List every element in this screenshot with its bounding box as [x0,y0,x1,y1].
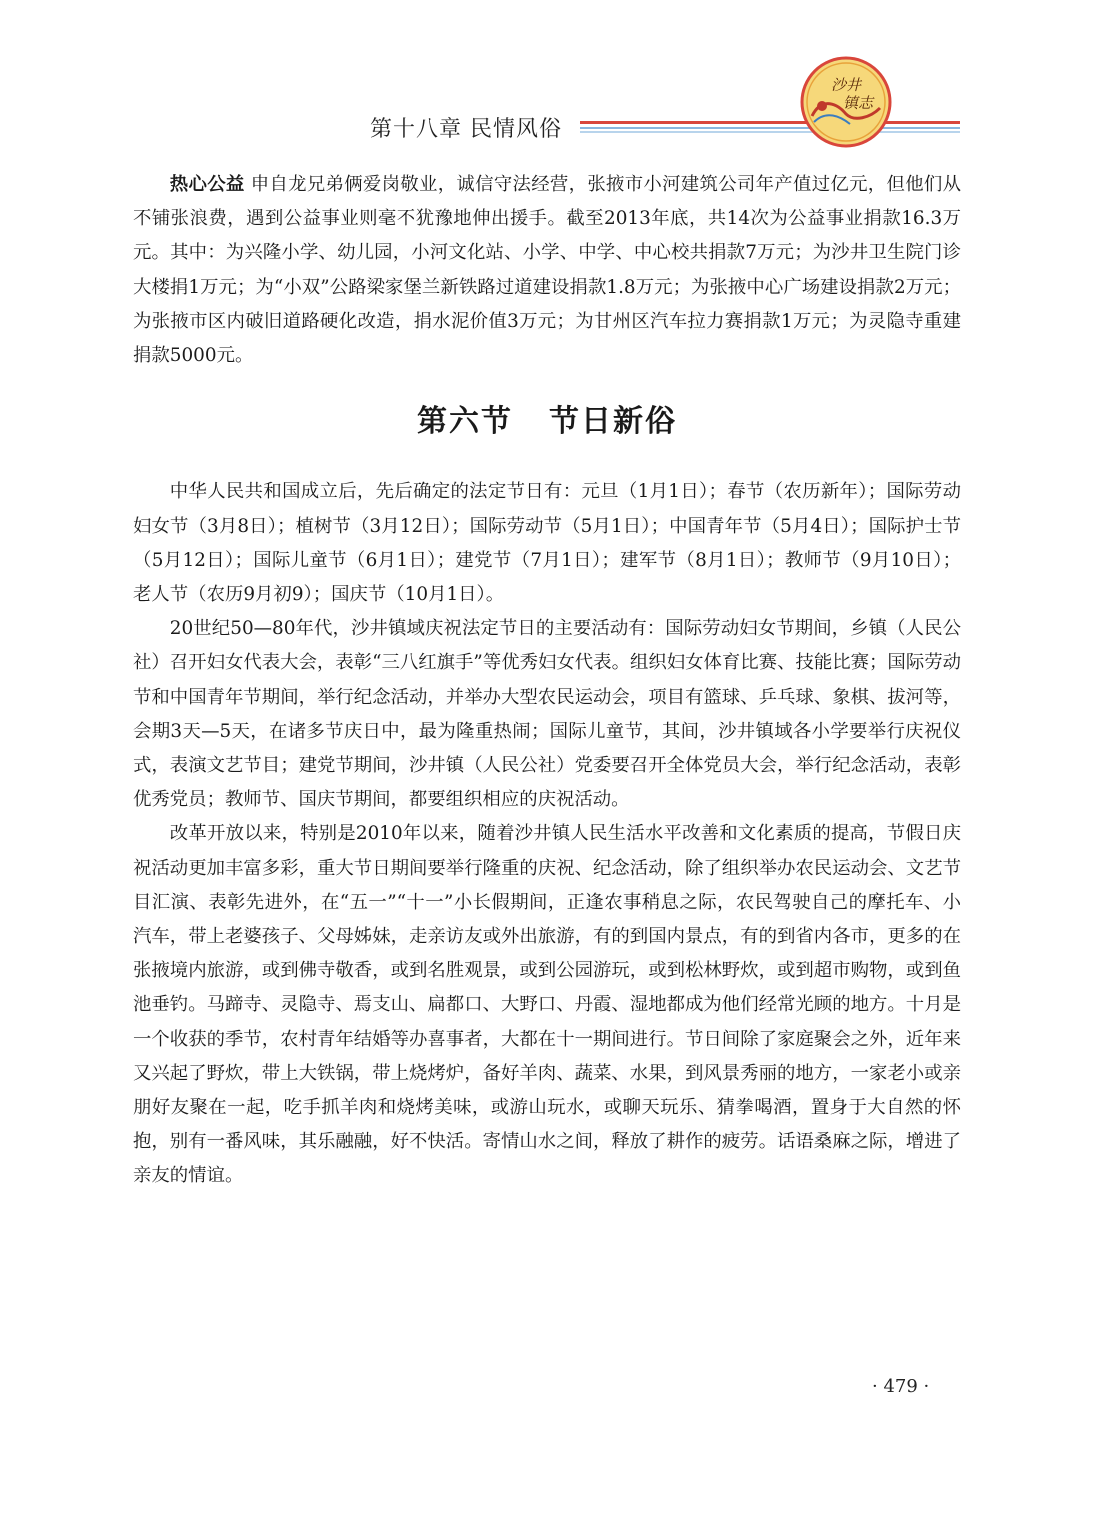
paragraph-lead: 热心公益 [169,174,245,195]
header-rule [580,121,960,135]
section-heading [133,405,961,439]
section-number: 第六节 [417,404,513,440]
seal-text-line1: 沙井 [830,76,862,94]
town-gazetteer-seal-icon [800,56,892,148]
intro-text: 申自龙兄弟俩爱岗敬业，诚信守法经营，张掖市小河建筑公司年产值过亿元，但他们从不铺张浪费，遇到公益事业则毫不犹豫地伸出援手。截至2013年底，共14次为公益事业捐款16.3万元。其中：为兴隆小学、幼儿园，小河文化站、小学、中学、中心校共捐款7万元；为沙井卫生院门诊大楼捐1万元；为“小双”公路梁家堡兰新铁路过道建设捐款1.8万元；为张掖中心广场建设捐款2万元；为张掖市区内破旧道路硬化改造，捐水泥价值3万元；为甘州区汽车拉力赛捐款1万元；为灵隐寺重建捐款5000元。 [133,174,961,367]
header-rule-red [580,121,960,124]
chapter-title: 第十八章 民情风俗 [370,117,562,142]
body-paragraph: 中华人民共和国成立后，先后确定的法定节日有：元旦（1月1日）；春节（农历新年）；国际劳动妇女节（3月8日）；植树节（3月12日）；国际劳动节（5月1日）；中国青年节（5月4日）；国际护士节（5月12日）；国际儿童节（6月1日）；建党节（7月1日）；建军节（8月1日）；教师节（9月10日）；老人节（农历9月初9）；国庆节（10月1日）。 [133,481,961,606]
header-rule-lightblue [580,131,960,133]
body-paragraph: 20世纪50—80年代，沙井镇域庆祝法定节日的主要活动有：国际劳动妇女节期间，乡镇（人民公社）召开妇女代表大会，表彰“三八红旗手”等优秀妇女代表。组织妇女体育比赛、技能比赛；国际劳动节和中国青年节期间，举行纪念活动，并举办大型农民运动会，项目有篮球、乒乓球、象棋、拔河等，会期3天—5天，在诸多节庆日中，最为隆重热闹；国际儿童节，其间，沙井镇域各小学要举行庆祝仪式，表演文艺节目；建党节期间，沙井镇（人民公社）党委要召开全体党员大会，举行纪念活动，表彰优秀党员；教师节、国庆节期间，都要组织相应的庆祝活动。 [133,618,961,811]
header-rule-blue [580,127,960,129]
section-title: 节日新俗 [549,404,677,440]
intro-paragraph [133,168,961,373]
page-header [0,0,1093,150]
body-paragraph: 改革开放以来，特别是2010年以来，随着沙井镇人民生活水平改善和文化素质的提高，节假日庆祝活动更加丰富多彩，重大节日期间要举行隆重的庆祝、纪念活动，除了组织举办农民运动会、文艺节目汇演、表彰先进外，在“五一”“十一”小长假期间，正逢农事稍息之际，农民驾驶自己的摩托车、小汽车，带上老婆孩子、父母姊妹，走亲访友或外出旅游，有的到国内景点，有的到省内各市，更多的在张掖境内旅游，或到佛寺敬香，或到名胜观景，或到公园游玩，或到松林野炊，或到超市购物，或到鱼池垂钓。马蹄寺、灵隐寺、焉支山、扁都口、大野口、丹霞、湿地都成为他们经常光顾的地方。十月是一个收获的季节，农村青年结婚等办喜事者，大都在十一期间进行。节日间除了家庭聚会之外，近年来又兴起了野炊，带上大铁锅，带上烧烤炉，备好羊肉、蔬菜、水果，到风景秀丽的地方，一家老小或亲朋好友聚在一起，吃手抓羊肉和烧烤美味，或游山玩水，或聊天玩乐、猜拳喝酒，置身于大自然的怀抱，别有一番风味，其乐融融，好不快活。寄情山水之间，释放了耕作的疲劳。话语桑麻之际，增进了亲友的情谊。 [133,823,961,1187]
page-number: · 479 · [872,1376,930,1397]
page-body [133,168,961,1194]
seal-text-line2: 镇志 [842,94,874,112]
